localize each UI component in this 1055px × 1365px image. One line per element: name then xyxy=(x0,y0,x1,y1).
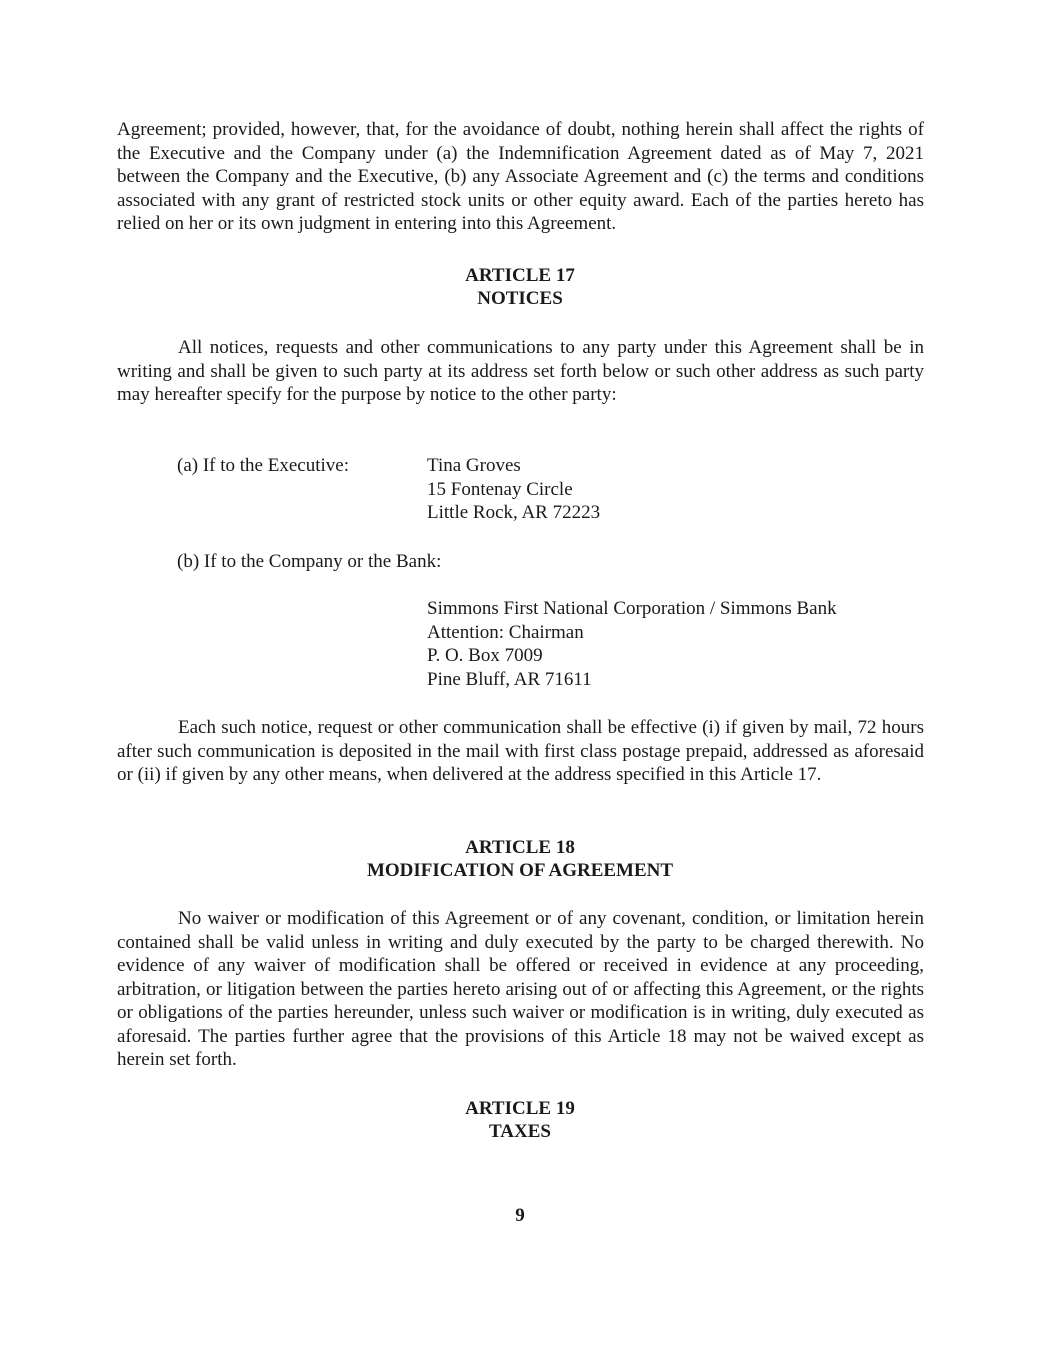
executive-address xyxy=(427,454,600,525)
company-address-line: Simmons First National Corporation / Simmons Bank xyxy=(427,598,837,619)
article-18-heading xyxy=(0,836,1040,882)
article-19-number: ARTICLE 19 xyxy=(465,1098,575,1119)
article-19-heading xyxy=(0,1097,1040,1143)
article-18-title: MODIFICATION OF AGREEMENT xyxy=(366,860,674,881)
executive-address-line: Little Rock, AR 72223 xyxy=(427,502,601,523)
company-address-line: Attention: Chairman xyxy=(427,621,584,643)
executive-label: (a) If to the Executive: xyxy=(177,455,349,476)
company-address-line: Pine Bluff, AR 71611 xyxy=(427,668,592,690)
company-address-line: P. O. Box 7009 xyxy=(427,645,543,666)
executive-address-line: Tina Groves xyxy=(427,455,521,476)
intro-paragraph: Agreement; provided, however, that, for the avoidance of doubt, nothing herein shall affect the rights of the Executive and the Company under (a) the Indemnification Agreement dated as of May 7, 2021 between the Company and the Executive, (b) any Associate Agreement and (c) the terms and conditions associated with any grant of restricted stock units or other equity award. Each of the parties hereto has relied on her or its own judgment in entering into this Agreement. xyxy=(117,119,924,234)
article-18-body: No waiver or modification of this Agreement or of any covenant, condition, or limitation herein contained shall be valid unless in writing and duly executed by the party to be charged therewith. No evidence of any waiver of modification shall be offered or received in evidence at any proceeding, arbitration, or litigation between the parties hereto arising out of or affecting this Agreement, or the rights or obligations of the parties hereunder, unless such waiver or modification is in writing, duly executed as aforesaid. The parties further agree that the provisions of this Article 18 may not be waived except as herein set forth. xyxy=(117,908,924,1070)
page-number: 9 xyxy=(515,1205,525,1226)
company-address xyxy=(427,597,837,691)
executive-address-line: 15 Fontenay Circle xyxy=(427,478,573,500)
notice-effective-paragraph: Each such notice, request or other communication shall be effective (i) if given by mail, 72 hours after such communication is deposited in the mail with first class postage prepaid, addressed as aforesaid or (ii) if given by any other means, when delivered at the address specified in this Article 17. xyxy=(117,717,924,785)
article-17-heading xyxy=(0,264,1040,310)
article-19-title: TAXES xyxy=(489,1121,551,1142)
article-17-title: NOTICES xyxy=(477,288,563,309)
article-17-body: All notices, requests and other communications to any party under this Agreement shall be in writing and shall be given to such party at its address set forth below or such other address as such party may hereafter specify for the purpose by notice to the other party: xyxy=(117,337,924,405)
article-17-number: ARTICLE 17 xyxy=(465,265,575,286)
article-18-number: ARTICLE 18 xyxy=(465,837,575,858)
company-label: (b) If to the Company or the Bank: xyxy=(177,551,442,572)
